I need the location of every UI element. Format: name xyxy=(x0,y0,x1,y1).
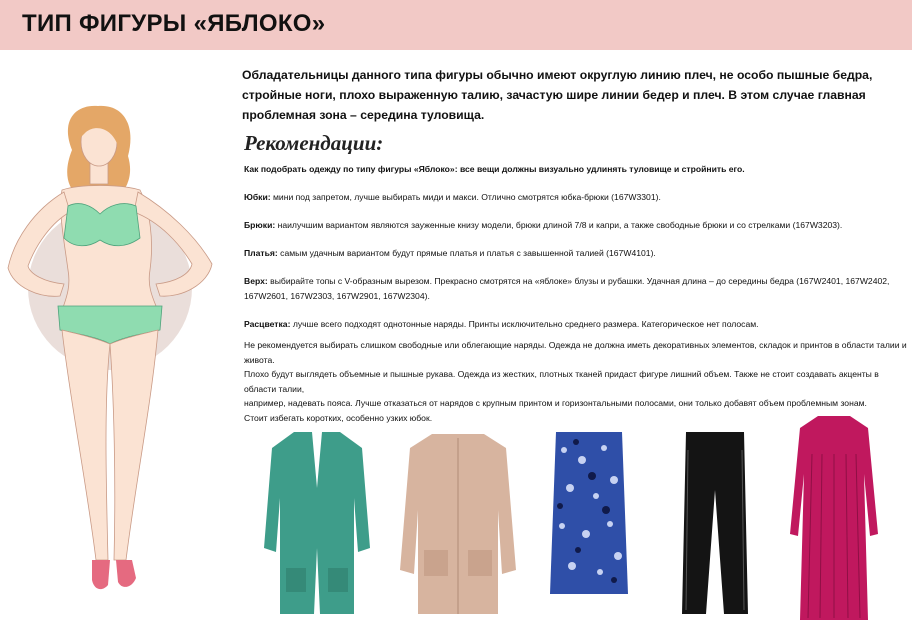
beige-jacket-image xyxy=(398,430,518,620)
skirts-label: Юбки: xyxy=(244,192,271,202)
colors-label: Расцветка: xyxy=(244,319,291,329)
skirts-recommendation xyxy=(244,190,908,205)
dresses-recommendation xyxy=(244,246,908,261)
avoid-recommendation xyxy=(244,338,908,425)
general-text: Как подобрать одежду по типу фигуры «Яблоко»: все вещи должны визуально удлинять туловище и стройнить его. xyxy=(244,164,745,174)
dresses-text: самым удачным вариантом будут прямые платья и платья с завышенной талией (167W4101). xyxy=(277,248,656,258)
avoid-line: Плохо будут выглядеть объемные и пышные рукава. Одежда из жестких, плотных тканей придаст фигуре лишний объем. Также не стоит создавать акценты в области талии, xyxy=(244,369,879,394)
left-leg xyxy=(62,330,110,560)
intro-text: Обладательницы данного типа фигуры обычно имеют округлую линию плеч, не особо пышные бедра, стройные ноги, плохо выраженную талию, зачастую шире линии бедер и плеч. В этом случае главная проблемная зона – середина туловища. xyxy=(242,68,873,122)
page-title: ТИП ФИГУРЫ «ЯБЛОКО» xyxy=(22,10,326,37)
right-shoe xyxy=(116,560,136,587)
avoid-line: Стоит избегать коротких, особенно узких юбок. xyxy=(244,412,433,423)
dresses-label: Платья: xyxy=(244,248,278,258)
apple-figure-illustration xyxy=(0,100,222,600)
black-trousers-image xyxy=(680,430,750,620)
avoid-line: Не рекомендуется выбирать слишком свободные или облегающие наряды. Одежда не должна иметь декоративных элементов, складок и принтов в области талии и живота. xyxy=(244,340,907,365)
tops-recommendation xyxy=(244,274,908,303)
colors-recommendation xyxy=(244,317,908,332)
blue-print-skirt-image xyxy=(548,430,630,598)
skirts-text: мини под запретом, лучше выбирать миди и макси. Отлично смотрятся юбка-брюки (167W3301). xyxy=(270,192,661,202)
tops-text: выбирайте топы с V-образным вырезом. Прекрасно смотрятся на «яблоке» блузы и рубашки. Удачная длина – до середины бедра (167W2401, 167W2402, 167W2601, 167W2303, 167W2901, 167W2304). xyxy=(244,276,890,301)
general-recommendation xyxy=(244,162,908,177)
tops-label: Верх: xyxy=(244,276,268,286)
left-shoe xyxy=(92,560,110,589)
trousers-recommendation xyxy=(244,218,908,233)
trousers-label: Брюки: xyxy=(244,220,276,230)
recommendations-title: Рекомендации: xyxy=(244,131,384,155)
right-leg xyxy=(110,330,158,560)
teal-cardigan-image xyxy=(262,428,372,618)
colors-text: лучше всего подходят однотонные наряды. Принты исключительно среднего размера. Категорическое нет полосам. xyxy=(290,319,759,329)
trousers-text: наилучшим вариантом являются зауженные книзу модели, брюки длиной 7/8 и капри, а также свободные брюки и со стрелками (167W3203). xyxy=(275,220,843,230)
avoid-line: например, надевать пояса. Лучше отказаться от нарядов с крупным принтом и горизонтальными полосами, они только добавят объем проблемным зонам. xyxy=(244,398,867,408)
magenta-pleated-dress-image xyxy=(788,414,880,624)
